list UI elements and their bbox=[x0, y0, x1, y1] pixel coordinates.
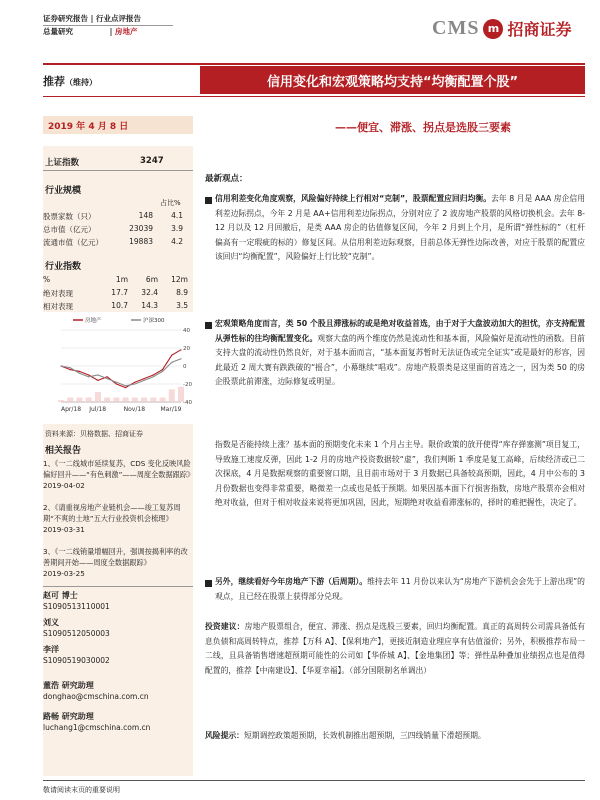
analyst: 刘义 S1090512050003 bbox=[43, 618, 110, 638]
header-divider-1 bbox=[43, 25, 173, 26]
main-heading: 最新观点： bbox=[205, 174, 248, 184]
chart-data-point bbox=[116, 382, 117, 383]
chart-relative-bar bbox=[169, 389, 175, 402]
chart-relative-bar bbox=[113, 398, 119, 403]
rating-sub: （维持） bbox=[65, 78, 97, 87]
index-name: 上证指数 bbox=[45, 158, 80, 168]
tag-industry-comment: 行业点评报告 bbox=[95, 14, 141, 23]
chart-relative-bar bbox=[76, 398, 82, 403]
chart-y-tick-label: 0 bbox=[183, 364, 187, 370]
related-report[interactable]: 3、《一二线销量增幅回升，强调按揭利率的改善期间开始——周度全数据跟踪》 2019-03-25 bbox=[43, 547, 188, 578]
index-value: 3247 bbox=[140, 156, 164, 166]
footer-note: 敬请阅读末页的重要说明 bbox=[43, 786, 120, 794]
chart-relative-bar bbox=[150, 398, 156, 403]
tag-total-research: 总量研究 bbox=[43, 27, 73, 36]
chart-y-tick-label: 20 bbox=[183, 346, 190, 352]
perf-header-row: % 1m 6m 12m bbox=[43, 275, 188, 284]
chart-relative-bar bbox=[86, 398, 92, 403]
related-report[interactable]: 1、《一二线城市延续复苏，CDS 变化反映风险偏好回升——“有色刺激”——周度全数据跟踪》 2019-04-02 bbox=[43, 459, 195, 490]
chart-data-point bbox=[125, 387, 126, 388]
title-banner bbox=[200, 66, 585, 94]
logo-emblem-icon: m bbox=[483, 19, 503, 39]
chart-data-point bbox=[88, 376, 89, 377]
analyst: 董浩 研究助理 donghao@cmschina.com.cn bbox=[43, 681, 149, 701]
chart-relative-bar bbox=[67, 398, 73, 403]
chart-data-point bbox=[162, 369, 163, 370]
chart-y-tick-label: 40 bbox=[183, 328, 190, 334]
chart-relative-bar bbox=[95, 392, 101, 402]
perf-row: 相对表现 10.7 14.3 3.5 bbox=[43, 301, 188, 311]
chart-data-point bbox=[134, 383, 135, 384]
chart-x-tick-label: Nov/18 bbox=[123, 406, 146, 413]
rating-label: 推荐 bbox=[43, 75, 65, 88]
chart-relative-bar bbox=[123, 398, 129, 403]
chart-data-point bbox=[171, 355, 172, 356]
chart-data-point bbox=[171, 362, 172, 363]
chart-data-point bbox=[180, 349, 181, 350]
perf-row: 绝对表现 17.7 32.4 8.9 bbox=[43, 288, 188, 298]
title-banner-border bbox=[43, 96, 585, 97]
analyst-email[interactable]: donghao@cmschina.com.cn bbox=[43, 692, 149, 701]
scale-header: 占比% bbox=[160, 199, 181, 207]
bullet-marker bbox=[205, 322, 212, 329]
chart-data-point bbox=[97, 374, 98, 375]
scale-row: 流通市值（亿元） 19883 4.2 bbox=[43, 237, 183, 247]
risk-warning: 风险提示：短期调控政策超预期，长效机制推出超预期，三四线销量下滑超预期。 bbox=[205, 731, 486, 740]
analyst: 赵可 博士 S1090513110001 bbox=[43, 591, 110, 611]
chart-data-point bbox=[97, 380, 98, 381]
logo-cms-text: CMS bbox=[432, 17, 480, 39]
chart-data-point bbox=[116, 383, 117, 384]
chart-source: 资料来源：贝格数据、招商证券 bbox=[45, 430, 143, 438]
chart-data-point bbox=[70, 369, 71, 370]
chart-y-tick-label: -20 bbox=[183, 382, 192, 388]
scale-section-title: 行业规模 bbox=[45, 186, 82, 196]
chart-y-tick-label: -40 bbox=[183, 400, 192, 406]
chart-data-point bbox=[125, 385, 126, 386]
bullet-marker bbox=[205, 580, 212, 587]
related-report[interactable]: 2、《请重视房地产业链机会——竣工复苏周期“不爽的土地”五大行业投资机会梳理》 2019-03-31 bbox=[43, 503, 181, 534]
report-subtitle: ——便宜、滞涨、拐点是选股三要素 bbox=[335, 121, 511, 134]
header-tags: 证券研究报告 | 行业点评报告 总量研究 | 房地产 bbox=[43, 14, 141, 36]
chart-data-point bbox=[79, 373, 80, 374]
chart-relative-bar bbox=[132, 398, 138, 403]
paragraph-downstream: 另外，继续看好今年房地产下游（后周期）。维持去年 11 月份以来认为“房地产下游机会会先于上游出现”的观点，且已经在股票上获得部分兑现。 bbox=[215, 577, 585, 601]
chart-data-point bbox=[143, 380, 144, 381]
chart-x-tick-label: Apr/18 bbox=[61, 406, 82, 413]
index-performance-chart bbox=[43, 312, 193, 424]
analyst: 路畅 研究助理 luchang1@cmschina.com.cn bbox=[43, 712, 151, 732]
investment-advice: 投资建议：房地产股票组合，便宜、滞涨、拐点是选股三要素，回归均衡配置。真正的高周转公司需具备低有息负债和高周转特点，推荐【万科 A】、【保利地产】，更接近制造业理应享有估值溢价；另外，积极推荐布局一二线，且具备销售增速超预期可能性的公司如【华侨城 A】、【金地集团】等；弹性品种叠加业绩拐点也是值得配置的，推荐【中南建设】、【华夏幸福】。（部分国限制名单调出） bbox=[205, 622, 586, 675]
analyst: 李洋 S1090519030002 bbox=[43, 645, 110, 665]
chart-data-point bbox=[107, 378, 108, 379]
chart-data-point bbox=[143, 378, 144, 379]
tag-securities-report: 证券研究报告 bbox=[43, 14, 88, 23]
chart-relative-bar bbox=[160, 398, 166, 403]
scale-row: 股票家数（只） 148 4.1 bbox=[43, 211, 183, 221]
chart-data-point bbox=[153, 376, 154, 377]
report-date: 2019 年 4 月 8 日 bbox=[48, 122, 129, 132]
chart-relative-bar bbox=[141, 398, 147, 403]
tag-real-estate: 房地产 bbox=[115, 27, 138, 36]
chart-data-point bbox=[162, 371, 163, 372]
chart-x-tick-label: Jul/18 bbox=[89, 406, 107, 413]
sidebar-rule-2 bbox=[43, 586, 193, 587]
paragraph-index-outlook: 指数是否能持续上涨？基本面的预期变化未来 1 个月占主导。限价政策的放开使得“库存弹塞测”项目复工，导致施工速度反弹，因此 1-2 月的房地产投资数据较“虚”，我们判断 1 季度是复工高峰，后续经济或已二次探底，4 月是数据观察的重要窗口期，且目前市场对于 3 月数据已具备较高预期，因此，4 月中公布的 3 月份数据也变得非常重要，略微差一点或也是低于预期。如果因基本面下行损害指数，房地产股票亦会相对绝对收益，但对于相对收益来说将更加巩固，因此，短期绝对收益看滞涨标的，择时的难把握性，决定了。 bbox=[215, 440, 585, 508]
perf-section-title: 行业指数 bbox=[45, 262, 82, 272]
chart-data-point bbox=[107, 376, 108, 377]
chart-data-point bbox=[60, 365, 61, 366]
chart-data-point bbox=[180, 358, 181, 359]
company-logo bbox=[432, 17, 571, 40]
chart-data-point bbox=[153, 374, 154, 375]
report-title: 信用变化和宏观策略均支持“均衡配置个股” bbox=[266, 74, 519, 90]
footer-rule bbox=[43, 780, 585, 781]
logo-cn-text: 招商证券 bbox=[507, 20, 572, 39]
rating-block bbox=[43, 73, 97, 89]
chart-relative-bar bbox=[104, 398, 110, 403]
chart-legend-label: 沪深300 bbox=[143, 318, 165, 324]
chart-legend-label: 房地产 bbox=[85, 318, 102, 324]
chart-data-point bbox=[70, 367, 71, 368]
chart-data-point bbox=[134, 382, 135, 383]
chart-x-tick-label: Mar/19 bbox=[160, 406, 182, 413]
paragraph-macro-strategy: 宏观策略角度而言，类 50 个股且滞涨标的或是绝对收益首选，由于对于大盘波动加大的担忧，亦支持配置从弹性标的往均衡配置变化。观察大盘的两个维度仍然是流动性和基本面，风险偏好是流动性的函数。目前支持大盘的流动性仍然良好，对于基本面而言，“基本面复苏暂时无法证伪或完全证实”或是最好的形容，因此最近 2 周大赛有跌跌破的“摇合”，小幕继续“唱戏”。房地产股票类是这里面的首选之一，因为类 50 的房企股票此前滞涨，边际修复或明显。 bbox=[215, 319, 586, 387]
scale-row: 总市值（亿元） 23039 3.9 bbox=[43, 224, 183, 234]
analyst-email[interactable]: luchang1@cmschina.com.cn bbox=[43, 723, 151, 732]
related-section-title: 相关报告 bbox=[45, 446, 82, 456]
chart-data-point bbox=[79, 371, 80, 372]
bullet-marker bbox=[205, 197, 212, 204]
header-red-rule bbox=[43, 63, 585, 65]
chart-data-point bbox=[88, 374, 89, 375]
date-box bbox=[43, 116, 193, 134]
paragraph-credit-spread: 信用利差变化角度观察，风险偏好持续上行相对“克制”，股票配置应回归均衡。去年 8 月是 AAA 房企信用利差边际拐点，今年 2 月是 AA+信用利差边际拐点，分别对应了 2 波房地产股票的风格切换机会。去年 8-12 月以及 12 月回撤后，是类 AAA 房企的估值修复区间，今年 2 月到上个月，是所谓“弹性标的”（杠杆偏高有一定瑕疵的标的）修复区间。从信用利差边际观察，目前总体无弹性边际改善，对应于股票的配置应该回归“均衡配置”，风险偏好上行比较“克制”。 bbox=[215, 194, 586, 262]
chart-relative-bar bbox=[58, 400, 64, 402]
sidebar-rule-1 bbox=[43, 170, 193, 171]
